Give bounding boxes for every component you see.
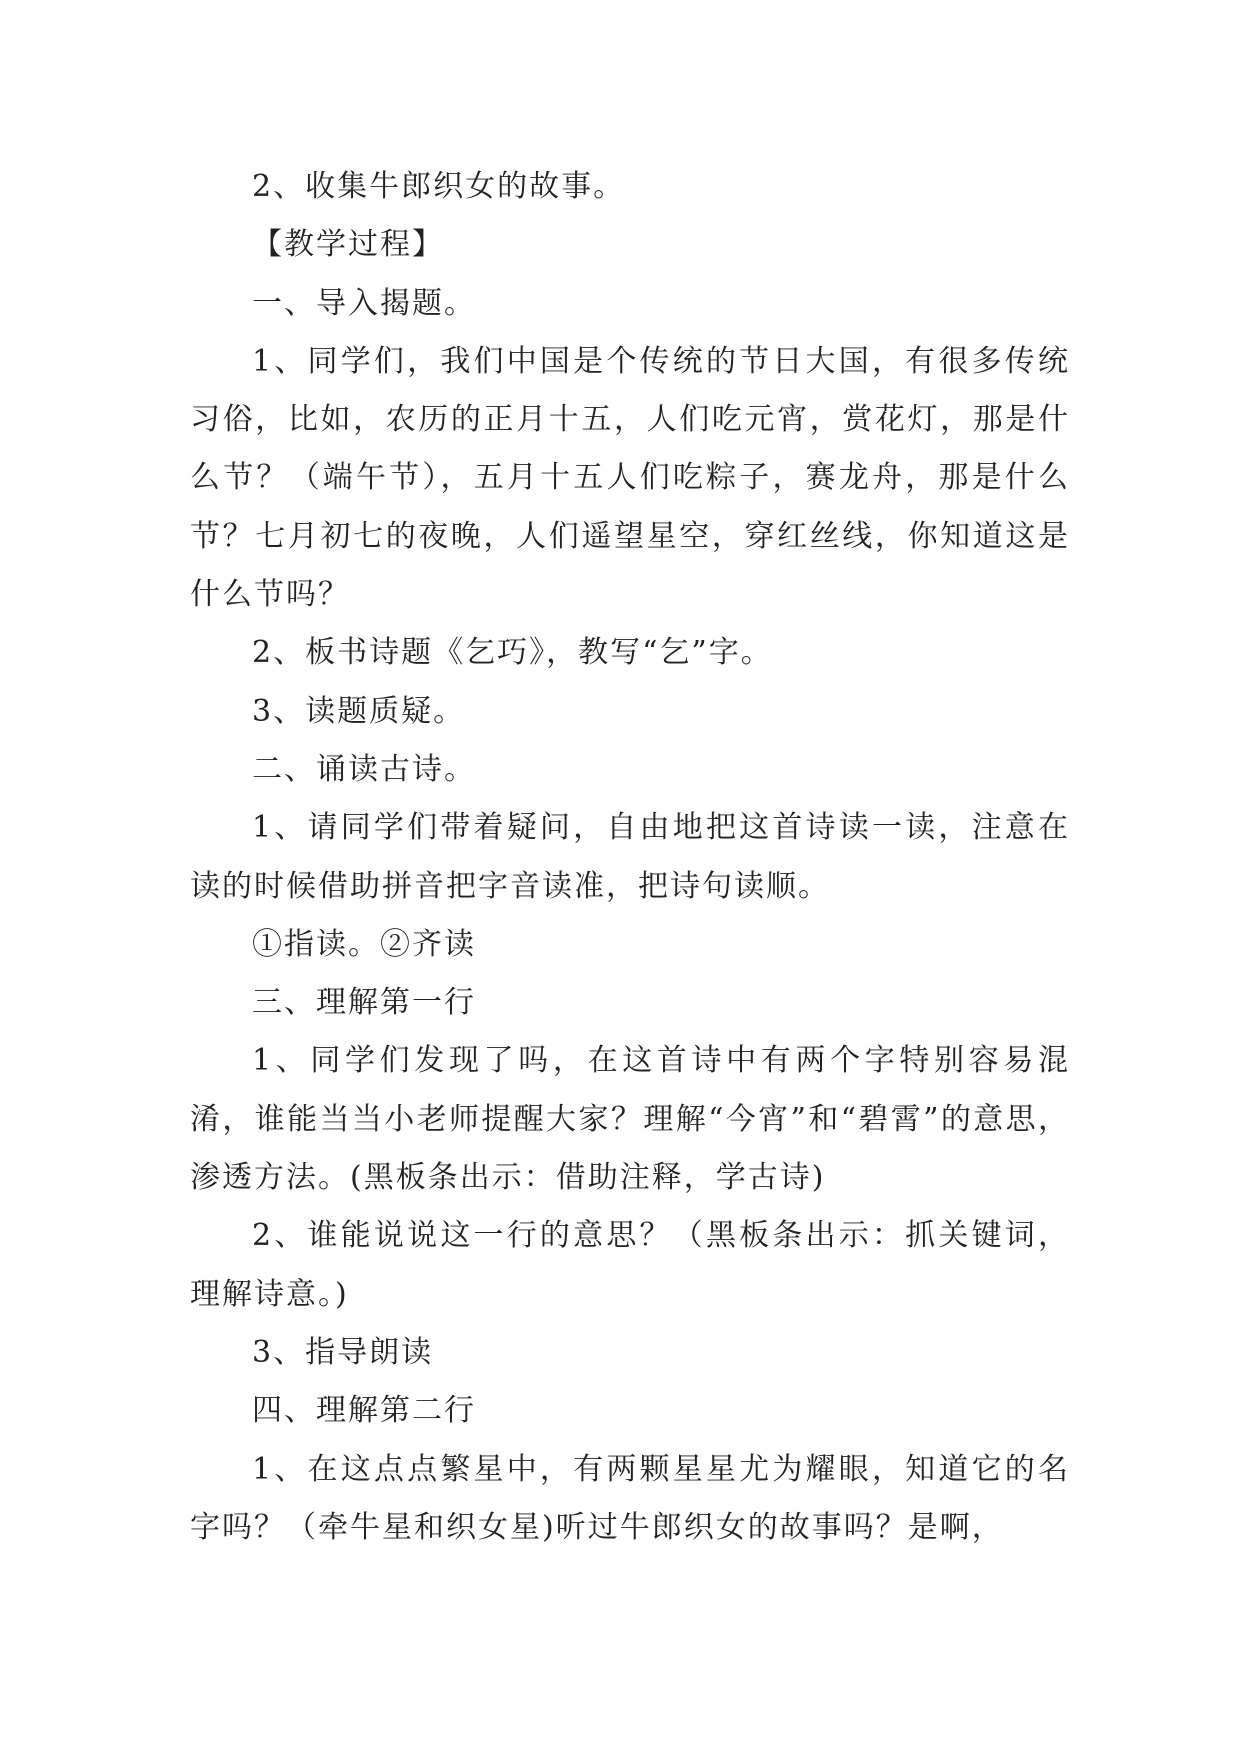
paragraph-2-1: 1、请同学们带着疑问，自由地把这首诗读一读，注意在读的时候借助拼音把字音读准，把诗句读顺。 [190,810,1070,904]
paragraph-3-3: 3、指导朗读 [252,1334,434,1370]
paragraph-3-2: 2、谁能说说这一行的意思？（黑板条出示：抓关键词，理解诗意。) [190,1218,1070,1312]
paragraph-prep-item-2: 2、收集牛郎织女的故事。 [252,169,626,204]
paragraph-1-3: 3、读题质疑。 [252,693,466,729]
paragraph-3-1: 1、同学们发现了吗，在这首诗中有两个字特别容易混淆，谁能当当小老师提醒大家？理解“今宵”和“碧霄”的意思，渗透方法。(黑板条出示：借助注释，学古诗) [190,1043,1070,1196]
paragraph-2-reading: ①指读。②齐读 [252,926,476,962]
document-body [190,158,1070,1557]
section-heading-3: 三、理解第一行 [252,985,476,1021]
section-heading-2: 二、诵读古诗。 [252,751,476,787]
section-heading-4: 四、理解第二行 [252,1393,476,1429]
paragraph-1-2: 2、板书诗题《乞巧》，教写“乞”字。 [252,635,773,671]
section-heading-1: 一、导入揭题。 [252,285,476,321]
paragraph-4-1: 1、在这点点繁星中，有两颗星星尤为耀眼，知道它的名字吗？（牵牛星和织女星)听过牛郎织女的故事吗？是啊， [190,1451,1070,1545]
section-heading-teaching-process: 【教学过程】 [252,227,444,263]
paragraph-1-1: 1、同学们，我们中国是个传统的节日大国，有很多传统习俗，比如，农历的正月十五，人们吃元宵，赏花灯，那是什么节？（端午节），五月十五人们吃粽子，赛龙舟，那是什么节？七月初七的夜晚，人们遥望星空，穿红丝线，你知道这是什么节吗？ [190,343,1070,613]
